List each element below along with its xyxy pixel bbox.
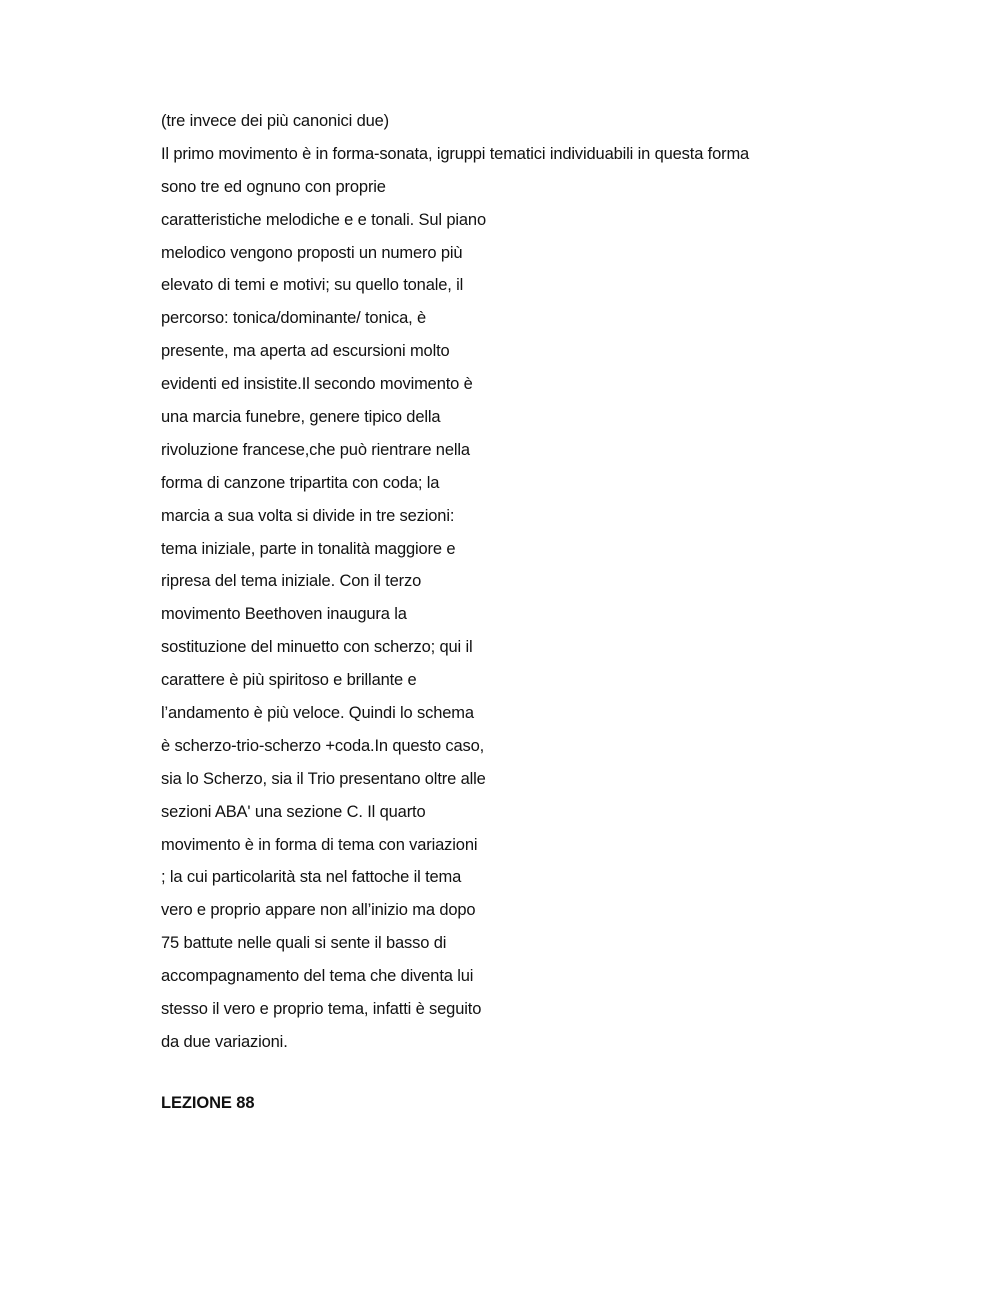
text-line: sostituzione del minuetto con scherzo; qui il (161, 638, 473, 657)
text-line: tema iniziale, parte in tonalità maggiore e (161, 539, 456, 558)
text-line: ; la cui particolarità sta nel fattoche il tema (161, 868, 462, 887)
text-line: accompagnamento del tema che diventa lui (161, 967, 474, 986)
text-line: carattere è più spiritoso e brillante e (161, 671, 417, 690)
text-line: melodico vengono proposti un numero più (161, 243, 463, 262)
text-line: 75 battute nelle quali si sente il basso di (161, 934, 447, 953)
text-line: percorso: tonica/dominante/ tonica, è (161, 309, 427, 328)
text-line: evidenti ed insistite.Il secondo movimento è (161, 375, 473, 394)
text-line: forma di canzone tripartita con coda; la (161, 473, 440, 492)
text-line: sia lo Scherzo, sia il Trio presentano oltre alle (161, 769, 486, 788)
text-line: (tre invece dei più canonici due) (161, 112, 390, 130)
text-line: caratteristiche melodiche e e tonali. Sul piano (161, 210, 486, 229)
text-line: rivoluzione francese,che può rientrare nella (161, 440, 470, 459)
text-line: movimento è in forma di tema con variazioni (161, 835, 478, 854)
text-line: da due variazioni. (161, 1032, 288, 1051)
text-line: elevato di temi e motivi; su quello tonale, il (161, 276, 464, 295)
text-line: sono tre ed ognuno con proprie (161, 177, 386, 196)
text-line: sezioni ABA' una sezione C. Il quarto (161, 802, 426, 821)
text-line: l’andamento è più veloce. Quindi lo schema (161, 704, 474, 723)
text-line: vero e proprio appare non all’inizio ma dopo (161, 901, 476, 920)
text-line: Il primo movimento è in forma-sonata, igruppi tematici individuabili in questa forma (161, 144, 750, 163)
text-line: movimento Beethoven inaugura la (161, 605, 407, 624)
body-text (161, 105, 861, 1059)
section-heading: LEZIONE 88 (161, 1094, 255, 1112)
text-line: è scherzo-trio-scherzo +coda.In questo caso, (161, 736, 485, 755)
text-line: marcia a sua volta si divide in tre sezioni: (161, 506, 455, 525)
text-line: stesso il vero e proprio tema, infatti è seguito (161, 1000, 482, 1019)
text-line: presente, ma aperta ad escursioni molto (161, 342, 450, 361)
text-line: ripresa del tema iniziale. Con il terzo (161, 572, 422, 591)
text-line: una marcia funebre, genere tipico della (161, 408, 441, 427)
